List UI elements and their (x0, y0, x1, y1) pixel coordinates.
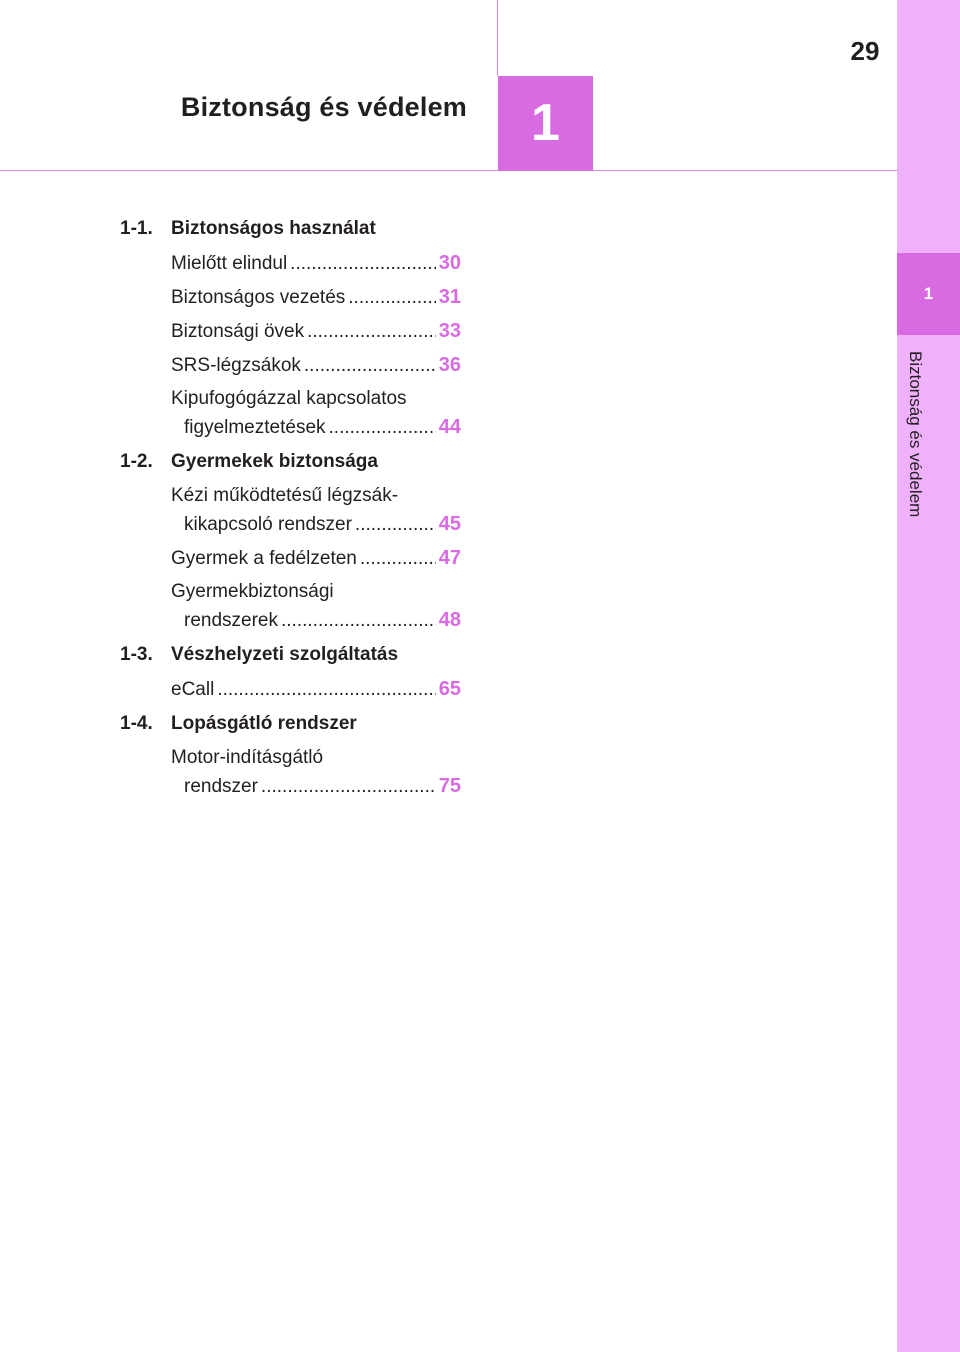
toc-entry[interactable] (171, 744, 461, 801)
toc-section-heading (120, 447, 480, 477)
toc-entry[interactable] (171, 249, 461, 278)
toc-entry[interactable] (171, 482, 461, 539)
entry-text: eCall (171, 679, 215, 700)
dot-leader (360, 545, 436, 573)
entry-text-continued: rendszerek (184, 610, 278, 631)
entry-text: Biztonságos vezetés (171, 287, 346, 308)
toc-entry[interactable] (171, 283, 461, 312)
dot-leader (261, 773, 436, 801)
entry-text: Gyermekbiztonsági (171, 581, 334, 602)
header-horizontal-rule (0, 170, 897, 171)
page-reference-link[interactable]: 31 (438, 286, 461, 308)
section-title: Lopásgátló rendszer (171, 713, 357, 734)
entry-text: Biztonsági övek (171, 321, 305, 342)
entry-text: Kipufogógázzal kapcsolatos (171, 388, 407, 409)
side-chapter-label: Biztonság és védelem (906, 351, 925, 518)
page-reference-link[interactable]: 48 (438, 609, 461, 631)
section-title: Gyermekek biztonsága (171, 451, 378, 472)
section-number: 1-3. (120, 644, 153, 665)
entry-text-continued: rendszer (184, 776, 258, 797)
toc-entry[interactable] (171, 385, 461, 442)
table-of-contents (120, 214, 480, 806)
section-number: 1-1. (120, 218, 153, 239)
dot-leader (307, 318, 436, 346)
entry-text: Gyermek a fedélzeten (171, 548, 357, 569)
entry-text: SRS-légzsákok (171, 355, 301, 376)
chapter-title: Biztonság és védelem (180, 92, 467, 122)
toc-entry[interactable] (171, 578, 461, 635)
toc-entry[interactable] (171, 317, 461, 346)
dot-leader (290, 250, 436, 278)
entry-text: Motor-indításgátló (171, 747, 324, 768)
side-thumb-strip (897, 0, 960, 1352)
toc-section-heading (120, 214, 480, 244)
dot-leader (348, 284, 435, 312)
section-title: Biztonságos használat (171, 218, 376, 239)
side-chapter-tab[interactable]: 1 (897, 253, 960, 335)
toc-entry[interactable] (171, 544, 461, 573)
dot-leader (217, 676, 435, 704)
page-reference-link[interactable]: 47 (438, 547, 461, 569)
dot-leader (355, 511, 436, 539)
page-reference-link[interactable]: 45 (438, 513, 461, 535)
dot-leader (281, 607, 436, 635)
entry-text: Kézi működtetésű légzsák- (171, 485, 399, 506)
entry-text-continued: figyelmeztetések (184, 417, 326, 438)
section-title: Vészhelyzeti szolgáltatás (171, 644, 399, 665)
page-number: 29 (850, 36, 880, 66)
page-reference-link[interactable]: 30 (438, 252, 461, 274)
section-number: 1-2. (120, 451, 153, 472)
entry-text-continued: kikapcsoló rendszer (184, 514, 352, 535)
page-reference-link[interactable]: 65 (438, 678, 461, 700)
dot-leader (329, 414, 436, 442)
toc-entry[interactable] (171, 351, 461, 380)
toc-section-heading (120, 640, 480, 670)
header-vertical-rule (497, 0, 498, 76)
page-reference-link[interactable]: 44 (438, 416, 461, 438)
chapter-number-box: 1 (498, 76, 593, 171)
entry-text: Mielőtt elindul (171, 253, 288, 274)
page-reference-link[interactable]: 36 (438, 354, 461, 376)
toc-section-heading (120, 709, 480, 739)
page-reference-link[interactable]: 33 (438, 320, 461, 342)
page-reference-link[interactable]: 75 (438, 775, 461, 797)
section-number: 1-4. (120, 713, 153, 734)
dot-leader (304, 352, 436, 380)
toc-entry[interactable] (171, 675, 461, 704)
